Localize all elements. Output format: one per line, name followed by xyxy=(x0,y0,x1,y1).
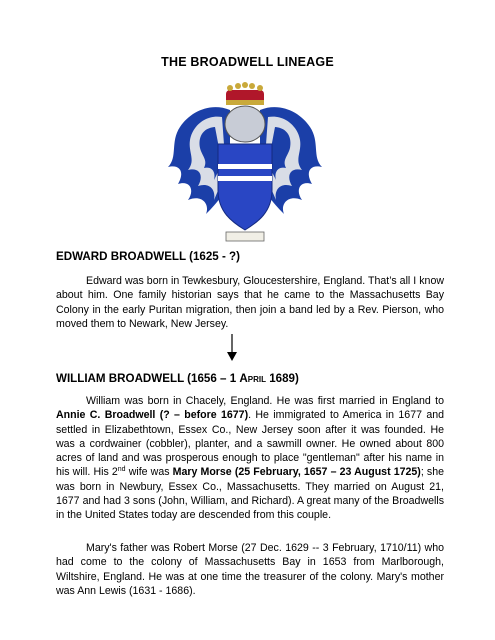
paragraph-william xyxy=(56,394,444,523)
paragraph-edward-text: Edward was born in Tewkesbury, Gloucestershire, England. That’s all I know about him. One family historian says that he came to the Massachusetts Bay Colony in the early Puritan migration, then join a band led by a Rev. Pierson, who moved them to Newark, New Jersey. xyxy=(56,275,444,330)
helmet xyxy=(225,106,265,142)
coat-of-arms-image xyxy=(160,72,330,247)
down-arrow-icon xyxy=(226,334,238,362)
paragraph-mary-parents xyxy=(56,541,444,598)
motto-scroll xyxy=(226,232,264,241)
crest-crown xyxy=(226,82,264,105)
heading-william-month: April xyxy=(239,372,266,385)
william-text-d: wife was xyxy=(125,466,173,479)
william-second-wife: Mary Morse (25 February, 1657 – 23 August 1725) xyxy=(172,466,421,479)
william-text-f: ; she was born in Newbury, Essex Co., Massachusetts. They married on August 21, 1677 and had 3 sons (John, William, and Richard). A great many of the Broadwells in the United States today are descended from this couple. xyxy=(56,466,444,522)
heading-edward-broadwell: EDWARD BROADWELL (1625 - ?) xyxy=(56,250,241,263)
william-text-c: . He immigrated to America in 1677 and settled in Elizabethtown, Essex Co., New Jersey soon after it was founded. He was a cordwainer (cobbler), planter, and a sawmill owner. He owned about 800 acres of land and was prosperous enough to place "gentleman" after his name in his will. His 2 xyxy=(56,409,444,479)
paragraph-edward xyxy=(56,274,444,331)
heading-william-broadwell xyxy=(56,372,299,385)
william-first-wife: Annie C. Broadwell (? – before 1677) xyxy=(56,409,249,422)
william-text-a: William was born in Chacely, England. He was first married in England to xyxy=(86,395,444,407)
shield xyxy=(218,144,272,230)
william-ordinal-sup: nd xyxy=(117,466,126,474)
heading-william-name: WILLIAM BROADWELL (1656 – 1 xyxy=(56,372,240,385)
heading-william-year: 1689) xyxy=(265,372,299,385)
page-title: THE BROADWELL LINEAGE xyxy=(161,55,334,69)
paragraph-mary-parents-text: Mary's father was Robert Morse (27 Dec. 1629 -- 3 February, 1710/11) who had come to the colony of Massachusetts Bay in 1653 from Marlborough, Wiltshire, England. He was at one time the treasurer of the colony. Mary's mother was Ann Lewis (1631 - 1686). xyxy=(56,542,444,597)
